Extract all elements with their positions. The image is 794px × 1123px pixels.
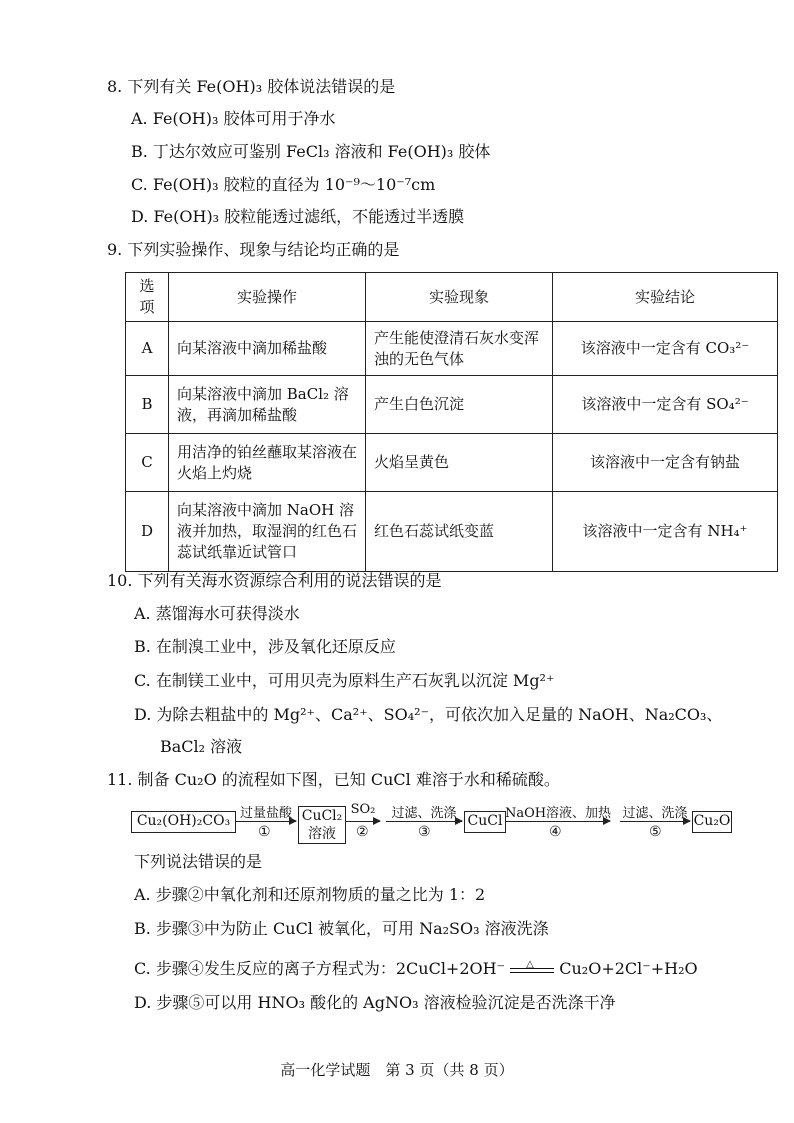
row-conclusion: 该溶液中一定含有 CO₃²⁻ bbox=[553, 322, 778, 376]
row-phenomenon: 火焰呈黄色 bbox=[366, 434, 553, 492]
q11-stem: 11. 制备 Cu₂O 的流程如下图，已知 CuCl 难溶于水和稀硫酸。 bbox=[107, 770, 560, 789]
equation-arrow bbox=[510, 958, 554, 976]
q11-option-a: A. 步骤②中氧化剂和还原剂物质的量之比为 1：2 bbox=[134, 885, 486, 904]
experiment-table bbox=[125, 272, 778, 572]
flow-arrow-2 bbox=[346, 821, 380, 822]
flow-arrow-1 bbox=[236, 821, 296, 822]
table-row bbox=[126, 434, 778, 492]
flow-step2-num: ② bbox=[356, 824, 369, 840]
header-option: 选项 bbox=[126, 273, 169, 322]
flow-step3-label: 过滤、洗涤 bbox=[391, 806, 457, 821]
header-operation: 实验操作 bbox=[169, 273, 366, 322]
q8-stem: 8. 下列有关 Fe(OH)₃ 胶体说法错误的是 bbox=[107, 77, 396, 96]
flow-step3-num: ③ bbox=[418, 824, 431, 840]
row-operation: 向某溶液中滴加稀盐酸 bbox=[169, 322, 366, 376]
row-conclusion: 该溶液中一定含有钠盐 bbox=[553, 434, 778, 492]
row-operation: 用洁净的铂丝蘸取某溶液在火焰上灼烧 bbox=[169, 434, 366, 492]
q11-option-b: B. 步骤③中为防止 CuCl 被氧化，可用 Na₂SO₃ 溶液洗涤 bbox=[134, 919, 549, 938]
flow-arrow-4 bbox=[506, 821, 610, 822]
table-row bbox=[126, 492, 778, 572]
table-row bbox=[126, 376, 778, 434]
flow-cucl2-box bbox=[298, 806, 346, 844]
row-conclusion: 该溶液中一定含有 NH₄⁺ bbox=[553, 492, 778, 572]
row-operation: 向某溶液中滴加 BaCl₂ 溶液，再滴加稀盐酸 bbox=[169, 376, 366, 434]
flow-step4-num: ④ bbox=[549, 824, 562, 840]
row-option: D bbox=[126, 492, 169, 572]
flow-step2-label: SO₂ bbox=[350, 802, 376, 817]
q10-option-d-line2: BaCl₂ 溶液 bbox=[160, 737, 243, 756]
row-phenomenon: 产生能使澄清石灰水变浑浊的无色气体 bbox=[366, 322, 553, 376]
flow-step5-num: ⑤ bbox=[649, 824, 662, 840]
heat-triangle-icon: △ bbox=[526, 958, 534, 970]
flow-start-box: Cu₂(OH)₂CO₃ bbox=[131, 811, 236, 833]
row-operation: 向某溶液中滴加 NaOH 溶液并加热，取湿润的红色石蕊试纸靠近试管口 bbox=[169, 492, 366, 572]
flow-step1-num: ① bbox=[258, 824, 271, 840]
q8-option-b: B. 丁达尔效应可鉴别 FeCl₃ 溶液和 Fe(OH)₃ 胶体 bbox=[131, 142, 491, 161]
flow-step5-label: 过滤、洗涤 bbox=[622, 806, 688, 821]
q11-option-c-lhs: C. 步骤④发生反应的离子方程式为：2CuCl+2OH⁻ bbox=[134, 959, 506, 978]
q10-option-c: C. 在制镁工业中，可用贝壳为原料生产石灰乳以沉淀 Mg²⁺ bbox=[134, 671, 555, 690]
q10-stem: 10. 下列有关海水资源综合利用的说法错误的是 bbox=[107, 571, 442, 590]
flow-cucl2-solution: 溶液 bbox=[308, 826, 336, 842]
q10-option-d-line1: D. 为除去粗盐中的 Mg²⁺、Ca²⁺、SO₄²⁻，可依次加入足量的 NaOH、Na₂CO₃、 bbox=[134, 705, 723, 724]
header-conclusion: 实验结论 bbox=[553, 273, 778, 322]
row-phenomenon: 产生白色沉淀 bbox=[366, 376, 553, 434]
flow-end-box: Cu₂O bbox=[692, 811, 732, 833]
row-option: A bbox=[126, 322, 169, 376]
flow-step1-label: 过量盐酸 bbox=[239, 806, 292, 821]
q11-option-d: D. 步骤⑤可以用 HNO₃ 酸化的 AgNO₃ 溶液检验沉淀是否洗涤干净 bbox=[134, 993, 616, 1012]
flow-arrow-5 bbox=[620, 821, 690, 822]
header-phenomenon: 实验现象 bbox=[366, 273, 553, 322]
q8-option-a: A. Fe(OH)₃ 胶体可用于净水 bbox=[131, 109, 336, 128]
flow-cucl-box: CuCl bbox=[464, 811, 506, 833]
q8-option-c: C. Fe(OH)₃ 胶粒的直径为 10⁻⁹～10⁻⁷cm bbox=[131, 175, 436, 194]
row-option: B bbox=[126, 376, 169, 434]
q11-option-c bbox=[134, 958, 698, 980]
flow-arrow-3 bbox=[386, 821, 462, 822]
q10-option-a: A. 蒸馏海水可获得淡水 bbox=[134, 604, 300, 623]
q11-prompt: 下列说法错误的是 bbox=[134, 852, 263, 871]
table-header-row bbox=[126, 273, 778, 322]
q8-option-d: D. Fe(OH)₃ 胶粒能透过滤纸，不能透过半透膜 bbox=[131, 207, 465, 226]
q11-option-c-rhs: Cu₂O+2Cl⁻+H₂O bbox=[559, 959, 698, 978]
page-footer: 高一化学试题 第 3 页（共 8 页） bbox=[280, 1061, 514, 1079]
q9-stem: 9. 下列实验操作、现象与结论均正确的是 bbox=[107, 240, 400, 259]
row-phenomenon: 红色石蕊试纸变蓝 bbox=[366, 492, 553, 572]
q10-option-b: B. 在制溴工业中，涉及氧化还原反应 bbox=[134, 637, 396, 656]
row-option: C bbox=[126, 434, 169, 492]
row-conclusion: 该溶液中一定含有 SO₄²⁻ bbox=[553, 376, 778, 434]
flow-step4-label: NaOH溶液、加热 bbox=[504, 806, 612, 821]
table-row bbox=[126, 322, 778, 376]
flow-cucl2-formula: CuCl₂ bbox=[301, 808, 343, 824]
